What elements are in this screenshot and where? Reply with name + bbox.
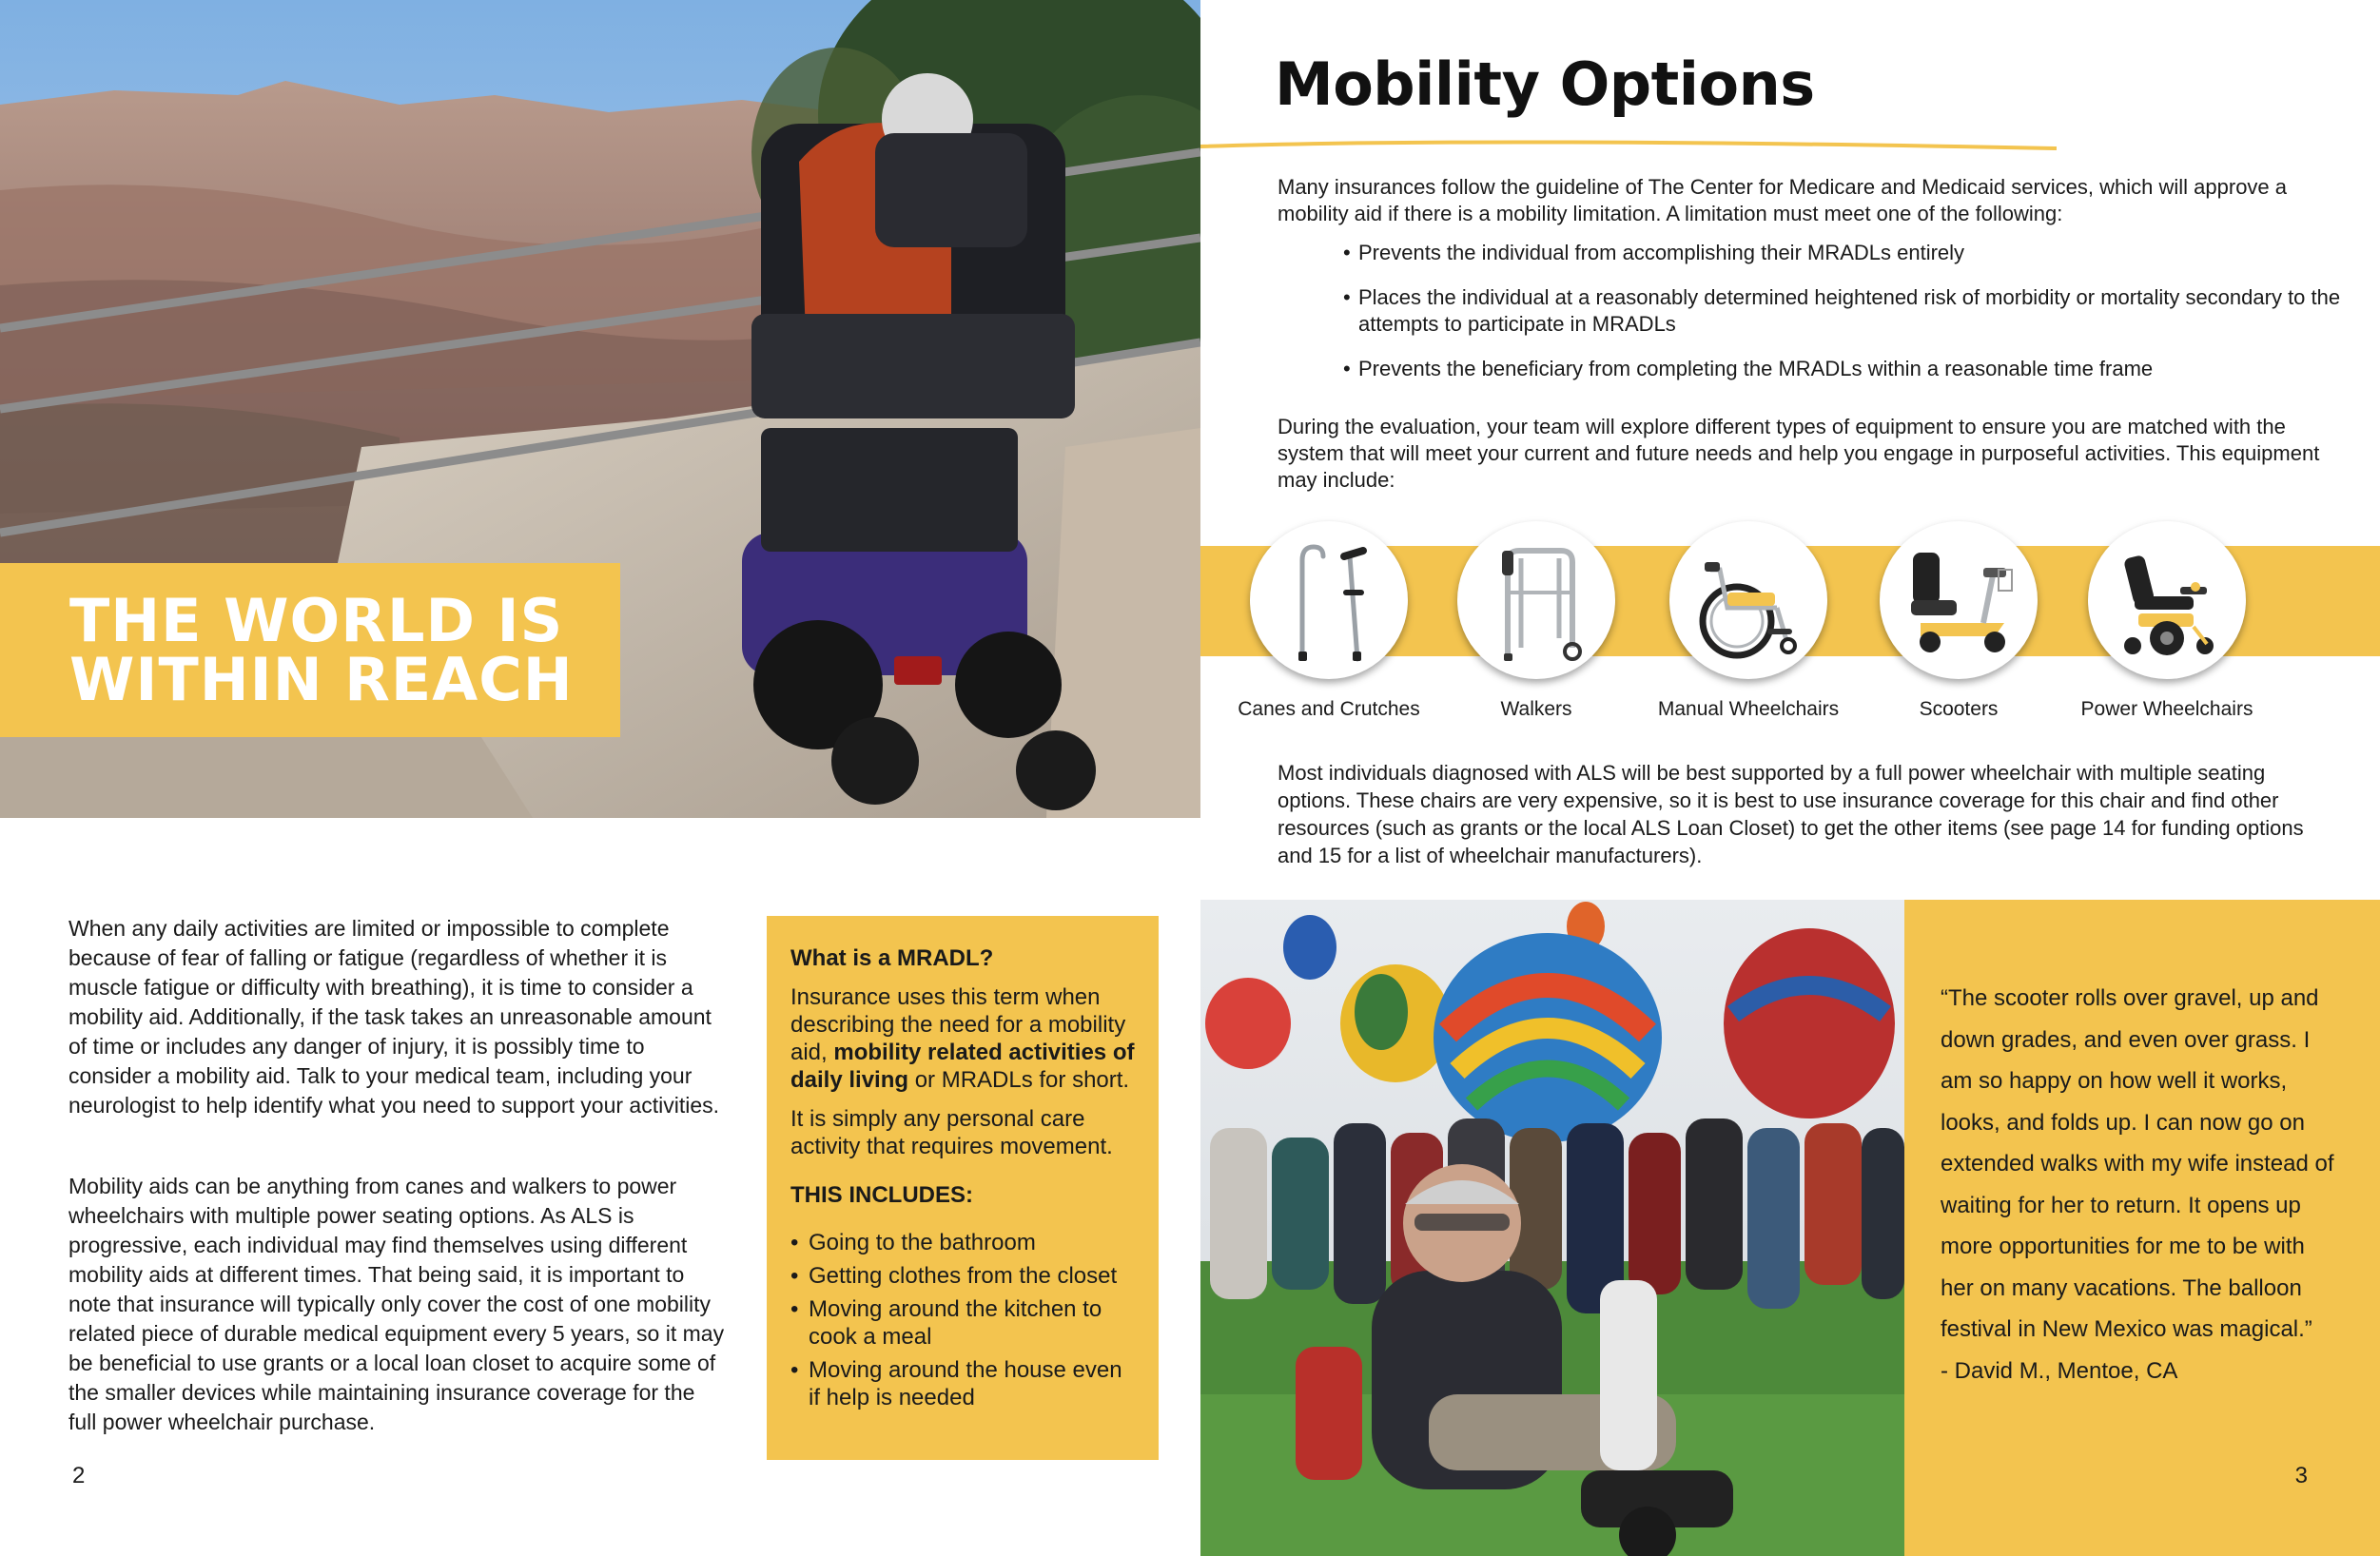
testimonial-attribution: - David M., Mentoe, CA bbox=[1941, 1357, 2178, 1384]
testimonial-box bbox=[1904, 900, 2380, 1556]
equipment-label: Manual Wheelchairs bbox=[1657, 698, 1840, 720]
mradl-definition-intro: Insurance uses this term when describing the need for a mobility aid, bbox=[790, 984, 1126, 1065]
list-item: • Going to the bathroom bbox=[790, 1229, 1136, 1256]
page-number-left: 2 bbox=[72, 1463, 86, 1488]
hero-banner bbox=[0, 563, 620, 737]
mradl-info-box bbox=[767, 916, 1159, 1460]
equipment-label: Power Wheelchairs bbox=[2080, 698, 2253, 720]
list-item: • Prevents the individual from accomplishing their MRADLs entirely bbox=[1343, 240, 2342, 266]
equipment-scooters bbox=[1859, 521, 2058, 721]
walker-icon bbox=[1470, 534, 1603, 667]
equipment-walkers bbox=[1436, 521, 1636, 721]
power-wheelchair-icon bbox=[2100, 534, 2234, 667]
right-page bbox=[1200, 0, 2380, 1556]
list-item: • Moving around the house even if help is needed bbox=[790, 1356, 1136, 1411]
mradl-includes-list bbox=[790, 1229, 1136, 1411]
list-item: • Prevents the beneficiary from completing the MRADLs within a reasonable time frame bbox=[1343, 356, 2342, 382]
mradl-explanation: It is simply any personal care activity that requires movement. bbox=[790, 1106, 1113, 1159]
equipment-manual-wheelchairs bbox=[1648, 521, 1848, 721]
equipment-label: Canes and Crutches bbox=[1238, 698, 1420, 720]
evaluation-paragraph: During the evaluation, your team will explore different types of equipment to ensure you are matched with the system that will meet your current and future needs and help you engage in purposeful activities. This equipment may include: bbox=[1278, 415, 2320, 492]
page-number-right: 3 bbox=[2294, 1463, 2308, 1488]
equipment-canes-crutches bbox=[1229, 521, 1429, 721]
equipment-circle bbox=[1880, 521, 2038, 679]
equipment-circle bbox=[1457, 521, 1615, 679]
body-paragraph-1: When any daily activities are limited or impossible to complete because of fear of falling or fatigue (regardless of whether it is muscle fatigue or difficulty with breathing), it is time to consider a mobility aid. Additionally, if the task takes an unreasonable amount of time or includes any danger of injury, it is possibly time to consider a mobility aid. Talk to your medical team, including your neurologist to help identify what you need to support your activities. bbox=[68, 916, 720, 1118]
body-paragraph-2: Mobility aids can be anything from canes and walkers to power wheelchairs with multiple power seating options. As ALS is progressive, each individual may find themselves using different mobility aids at different times. That being said, it is important to note that insurance will typically only cover the cost of one mobility related piece of durable medical equipment every 5 years, so it may be beneficial to use grants or a local loan closet to acquire some of the smaller devices while maintaining insurance coverage for the full power wheelchair purchase. bbox=[68, 1174, 725, 1434]
equipment-circle bbox=[2088, 521, 2246, 679]
equipment-label: Walkers bbox=[1500, 698, 1572, 720]
testimonial-quote: “The scooter rolls over gravel, up and down grades, and even over grass. I am so happy on how well it works, looks, and folds up. I can now go on extended walks with my wife instead of waiting for her to return. It opens up more opportunities for me to be with her on many vacations. The balloon festival in New Mexico was magical.” bbox=[1941, 985, 2334, 1342]
equipment-circle bbox=[1669, 521, 1827, 679]
list-item: • Places the individual at a reasonably determined heightened risk of morbidity or mortality secondary to the attempts to participate in MRADLs bbox=[1343, 284, 2342, 338]
mradl-includes-heading: THIS INCLUDES: bbox=[790, 1182, 973, 1208]
equipment-label: Scooters bbox=[1919, 698, 1999, 720]
equipment-power-wheelchairs bbox=[2067, 521, 2267, 721]
banner-line-1: THE WORLD IS bbox=[69, 586, 564, 655]
mradl-heading: What is a MRADL? bbox=[790, 945, 994, 971]
mradl-definition-term: mobility related activities of daily living bbox=[790, 1040, 1135, 1093]
balloon-festival-photo bbox=[1200, 900, 1904, 1556]
mradl-definition bbox=[790, 983, 1136, 1094]
manual-wheelchair-icon bbox=[1682, 534, 1815, 667]
canes-crutches-icon bbox=[1262, 534, 1395, 667]
page-title: Mobility Options bbox=[1275, 49, 1815, 119]
list-item: • Moving around the kitchen to cook a meal bbox=[790, 1295, 1136, 1351]
list-item: • Getting clothes from the closet bbox=[790, 1262, 1136, 1290]
equipment-circle bbox=[1250, 521, 1408, 679]
title-underline bbox=[1200, 133, 2057, 152]
limitation-criteria-list bbox=[1343, 240, 2342, 400]
als-paragraph: Most individuals diagnosed with ALS will be best supported by a full power wheelchair with multiple seating options. These chairs are very expensive, so it is best to use insurance coverage for this chair and find other resources (such as grants or the local ALS Loan Closet) to get the other items (see page 14 for funding options and 15 for a list of wheelchair manufacturers). bbox=[1278, 761, 2304, 867]
intro-paragraph: Many insurances follow the guideline of The Center for Medicare and Medicaid services, which will approve a mobility aid if there is a mobility limitation. A limitation must meet one of the following: bbox=[1278, 175, 2288, 225]
scooter-icon bbox=[1892, 534, 2025, 667]
mradl-definition-outro: or MRADLs for short. bbox=[908, 1067, 1130, 1093]
banner-line-2: WITHIN REACH bbox=[69, 645, 574, 714]
